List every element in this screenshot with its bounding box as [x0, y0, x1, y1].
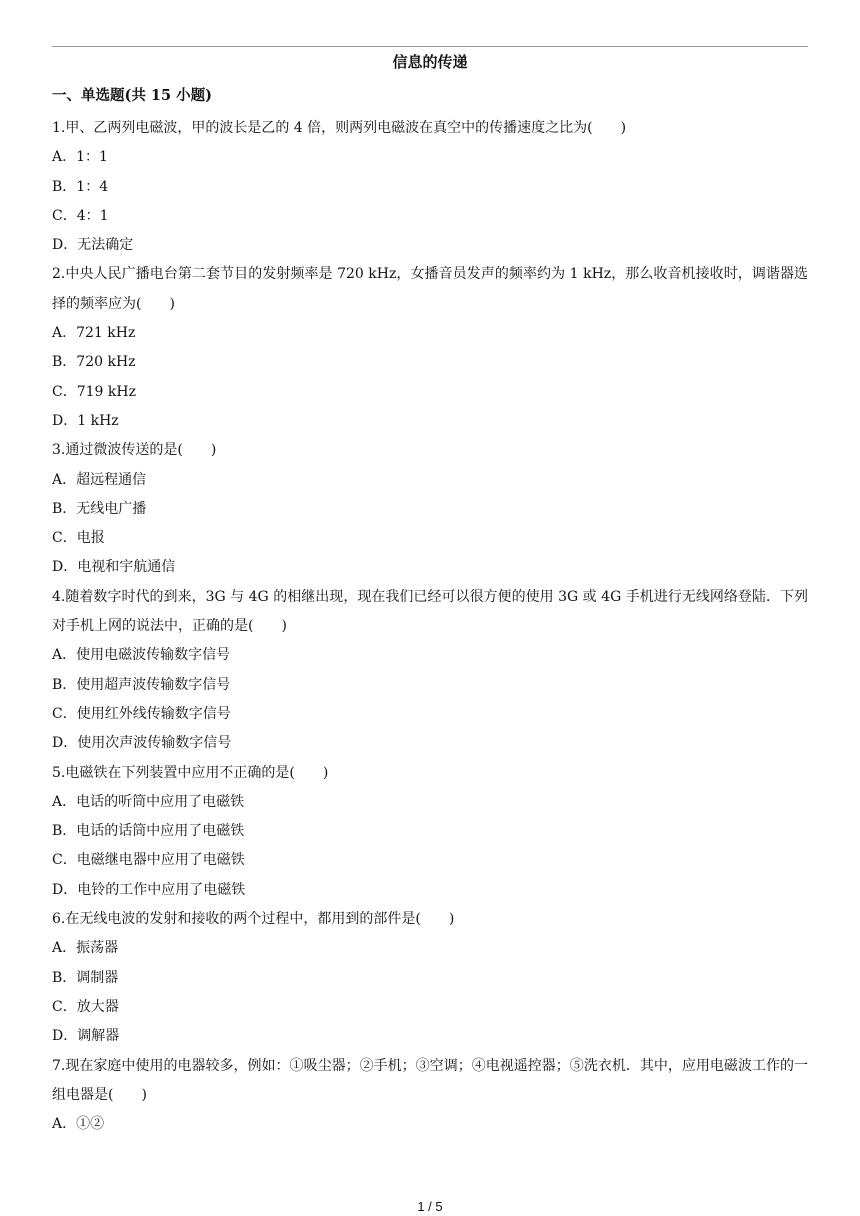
option-c: C．放大器 [52, 998, 119, 1015]
option-c: C．使用红外线传输数字信号 [52, 705, 231, 722]
option-b: B．调制器 [52, 969, 119, 986]
question-stem: 4.随着数字时代的到来，3G 与 4G 的相继出现，现在我们已经可以很方便的使用 3G 或 4G 手机进行无线网络登陆．下列对手机上网的说法中，正确的是( ) [52, 588, 808, 635]
page-number: 1 / 5 [417, 1199, 443, 1214]
option-a: A．1：1 [52, 149, 108, 166]
option-d: D．电视和宇航通信 [52, 559, 176, 576]
question-stem: 2.中央人民广播电台第二套节目的发射频率是 720 kHz，女播音员发声的频率约为 1 kHz，那么收音机接收时，调谐器选择的频率应为( ) [52, 266, 808, 312]
question-1 [52, 114, 808, 260]
option-a: A．超远程通信 [52, 471, 147, 488]
question-stem: 6.在无线电波的发射和接收的两个过程中，都用到的部件是( ) [52, 911, 455, 928]
question-3 [52, 436, 808, 582]
option-b: B．无线电广播 [52, 500, 147, 517]
option-a: A．721 kHz [52, 325, 136, 342]
document-title: 信息的传递 [392, 53, 468, 71]
option-d: D．使用次声波传输数字信号 [52, 735, 232, 752]
question-7 [52, 1052, 808, 1140]
question-stem: 7.现在家庭中使用的电器较多，例如：①吸尘器；②手机；③空调；④电视遥控器；⑤洗衣机．其中，应用电磁波工作的一组电器是( ) [52, 1057, 808, 1103]
option-d: D．电铃的工作中应用了电磁铁 [52, 881, 246, 898]
option-b: B．使用超声波传输数字信号 [52, 676, 231, 693]
option-c: C．4：1 [52, 207, 109, 224]
option-c: C．电报 [52, 530, 105, 547]
question-6 [52, 905, 808, 1051]
option-b: B．1：4 [52, 178, 109, 195]
option-a: A．振荡器 [52, 940, 119, 957]
option-b: B．电话的话筒中应用了电磁铁 [52, 823, 245, 840]
question-5 [52, 759, 808, 905]
option-a: A．电话的听筒中应用了电磁铁 [52, 793, 245, 810]
question-2 [52, 260, 808, 436]
option-d: D．无法确定 [52, 237, 134, 254]
question-stem: 3.通过微波传送的是( ) [52, 442, 217, 459]
question-list [52, 114, 808, 1139]
question-stem: 5.电磁铁在下列装置中应用不正确的是( ) [52, 764, 329, 781]
option-a: A．使用电磁波传输数字信号 [52, 647, 231, 664]
section-heading: 一、单选题(共 15 小题) [52, 87, 212, 104]
question-stem: 1.甲、乙两列电磁波，甲的波长是乙的 4 倍，则两列电磁波在真空中的传播速度之比为( ) [52, 120, 627, 136]
option-d: D．1 kHz [52, 412, 119, 429]
option-c: C．电磁继电器中应用了电磁铁 [52, 852, 245, 869]
header-rule [52, 46, 808, 47]
option-c: C．719 kHz [52, 383, 136, 400]
option-a: A．①② [52, 1116, 105, 1133]
option-b: B．720 kHz [52, 354, 136, 371]
option-d: D．调解器 [52, 1028, 120, 1045]
question-4 [52, 583, 808, 759]
